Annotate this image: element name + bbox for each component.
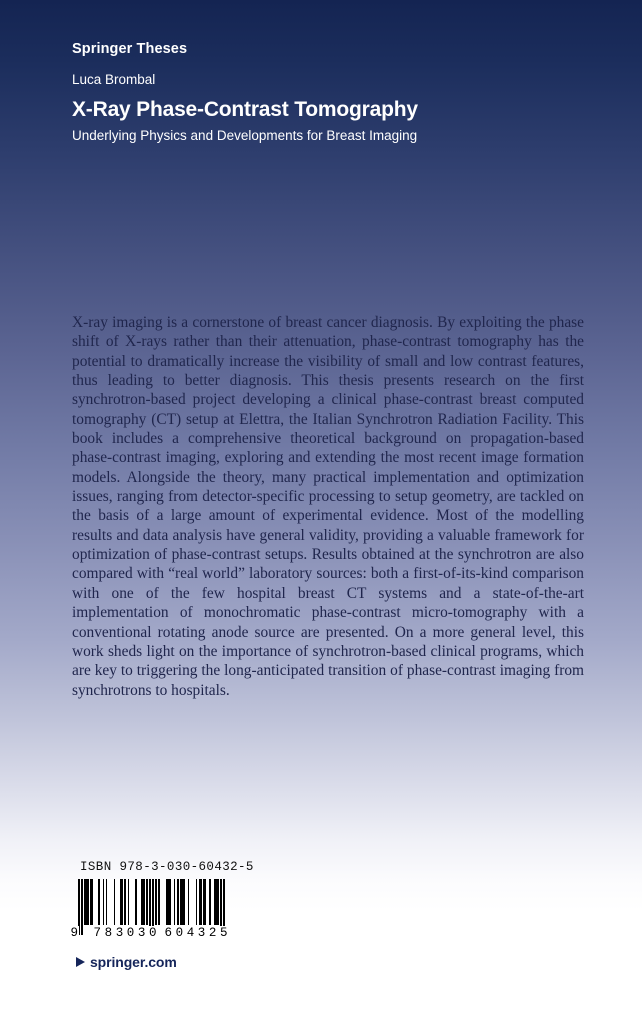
barcode-bar <box>180 879 185 925</box>
barcode-bar <box>98 879 100 925</box>
barcode-bar <box>146 879 148 925</box>
barcode-bar <box>174 879 176 925</box>
isbn-barcode <box>70 879 242 940</box>
barcode-bar <box>196 879 198 925</box>
barcode-bar <box>114 879 116 925</box>
barcode-bar <box>188 879 190 925</box>
barcode-bar <box>103 879 105 925</box>
springer-logo[interactable] <box>76 954 254 970</box>
barcode-bar <box>141 879 144 925</box>
barcode-bar <box>120 879 123 925</box>
barcode-right-digits: 604325 <box>164 926 232 940</box>
barcode-bar <box>199 879 202 925</box>
play-triangle-icon <box>76 957 85 967</box>
barcode-digits <box>70 926 242 940</box>
barcode-bar <box>155 879 157 925</box>
barcode-left-digits: 783030 <box>93 926 161 940</box>
barcode-bar <box>203 879 206 925</box>
barcode-bar <box>106 879 108 925</box>
barcode-bar <box>135 879 137 925</box>
barcode-bar <box>166 879 171 925</box>
barcode-bar <box>128 879 130 925</box>
barcode-bar <box>177 879 179 925</box>
barcode-bar <box>90 879 93 925</box>
book-title: X-Ray Phase-Contrast Tomography <box>72 97 418 121</box>
barcode-bar <box>209 879 211 925</box>
barcode-bar <box>158 879 160 925</box>
book-subtitle: Underlying Physics and Developments for Breast Imaging <box>72 127 418 143</box>
barcode-bar <box>214 879 219 925</box>
cover-footer <box>70 860 254 970</box>
isbn-text: ISBN 978-3-030-60432-5 <box>80 860 254 874</box>
series-name: Springer Theses <box>72 41 188 57</box>
barcode-bar <box>84 879 89 925</box>
barcode-bar <box>124 879 126 925</box>
back-cover-blurb: X-ray imaging is a cornerstone of breast cancer diagnosis. By exploiting the phase shift of X-rays rather than their attenuation, phase-contrast tomography has the potential to dramatically increase the visibility of small and low contrast features, thus leading to better diagnosis. This thesis presents research on the first synchrotron-based project developing a clinical phase-contrast breast computed tomography (CT) setup at Elettra, the Italian Synchrotron Radiation Facility. This book includes a comprehensive theoretical background on propagation-based phase-contrast imaging, exploring and extending the most recent image formation models. Alongside the theory, many practical implementation and optimization issues, ranging from detector-specific processing to setup geometry, are tackled on the basis of a large amount of experimental evidence. Most of the modelling results and data analysis have general validity, providing a valuable framework for optimization of phase-contrast setups. Results obtained at the synchrotron are also compared with “real world” laboratory sources: both a first-of-its-kind comparison with one of the few hospital breast CT systems and a state-of-the-art implementation of monochromatic phase-contrast micro-tomography with a conventional rotating anode source are presented. On a more general level, this work sheds light on the importance of synchrotron-based clinical programs, which are key to triggering the long-anticipated transition of phase-contrast imaging from synchrotrons to hospitals. <box>72 314 584 699</box>
cover-header <box>72 41 572 144</box>
publisher-url-label: springer.com <box>90 954 177 970</box>
barcode-lead-digit: 9 <box>70 926 79 940</box>
author-name: Luca Brombal <box>72 72 156 88</box>
